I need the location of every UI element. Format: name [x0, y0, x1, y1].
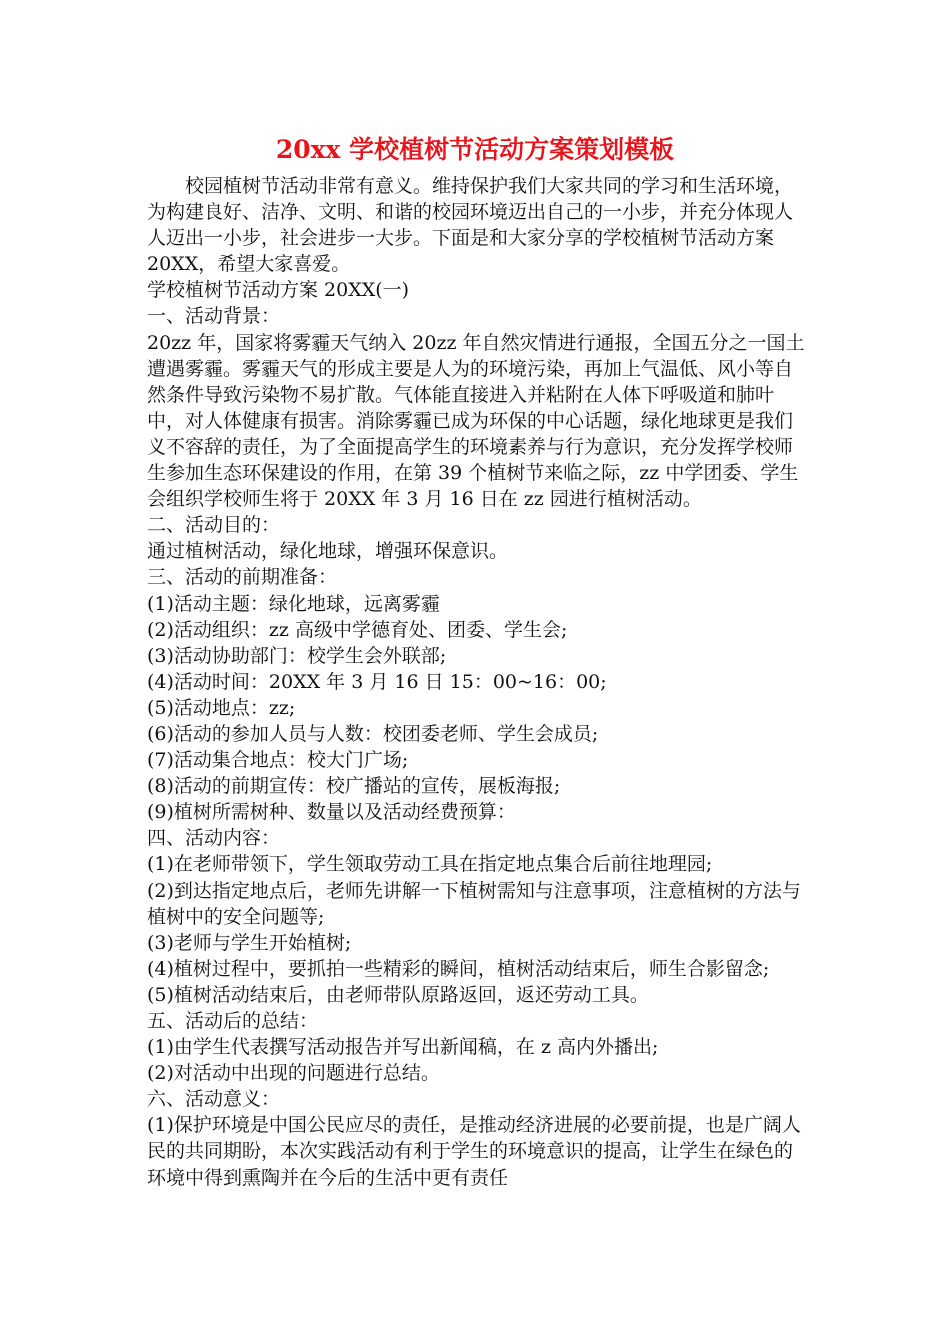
section-heading: 六、活动意义：: [147, 1088, 281, 1111]
paragraph: 通过植树活动，绿化地球，增强环保意识。: [147, 540, 509, 563]
section-significance: [147, 1086, 807, 1190]
section-heading: 五、活动后的总结：: [147, 1010, 319, 1032]
list-item: (2)对活动中出现的问题进行总结。: [147, 1062, 440, 1085]
section-heading: 一、活动背景：: [147, 305, 281, 328]
list-item: (2)到达指定地点后，老师先讲解一下植树需知与注意事项，注意植树的方法与植树中的安全问题等;: [147, 879, 801, 928]
list-item: (3)老师与学生开始植树;: [147, 931, 352, 954]
paragraph: 20zz 年，国家将雾霾天气纳入 20zz 年自然灾情进行通报，全国五分之一国土遭遇雾霾。雾霾天气的形成主要是人为的环境污染，再加上气温低、风小等自然条件导致污染物不易扩散。气体能直接进入并粘附在人体下呼吸道和肺叶中，对人体健康有损害。消除雾霾已成为环保的中心话题，绿化地球更是我们义不容辞的责任，为了全面提高学生的环境素养与行为意识，充分发挥学校师生参加生态环保建设的作用，在第 39 个植树节来临之际，zz 中学团委、学生会组织学校师生将于 20XX 年 3 月 16 日在 zz 园进行植树活动。: [147, 331, 805, 511]
document-body: [147, 173, 807, 1191]
document-title: 20xx 学校植树节活动方案策划模板: [275, 135, 675, 164]
plan-heading: 学校植树节活动方案 20XX(一): [147, 279, 410, 302]
list-item: (9)植树所需树种、数量以及活动经费预算：: [147, 801, 516, 824]
section-heading: 二、活动目的：: [147, 514, 281, 537]
list-item: (4)植树过程中，要抓拍一些精彩的瞬间，植树活动结束后，师生合影留念;: [147, 957, 770, 980]
list-item: (6)活动的参加人员与人数：校团委老师、学生会成员;: [147, 722, 599, 745]
list-item: (7)活动集合地点：校大门广场;: [147, 749, 409, 772]
list-item: (1)活动主题：绿化地球，远离雾霾: [147, 592, 440, 615]
list-item: (2)活动组织：zz 高级中学德育处、团委、学生会;: [147, 618, 568, 641]
list-item: (1)在老师带领下，学生领取劳动工具在指定地点集合后前往地理园;: [147, 853, 713, 876]
section-purpose: [147, 512, 807, 564]
list-item: (5)植树活动结束后，由老师带队原路返回，返还劳动工具。: [147, 983, 649, 1006]
section-background: [147, 303, 807, 512]
section-summary: [147, 1008, 807, 1086]
list-item: (1)由学生代表撰写活动报告并写出新闻稿，在 z 高内外播出;: [147, 1036, 659, 1059]
section-heading: 三、活动的前期准备：: [147, 566, 338, 589]
section-preparation: [147, 564, 807, 825]
list-item: (3)活动协助部门：校学生会外联部;: [147, 644, 447, 667]
list-item: (4)活动时间：20XX 年 3 月 16 日 15：00~16：00;: [147, 670, 607, 693]
section-heading: 四、活动内容：: [147, 827, 281, 850]
list-item: (1)保护环境是中国公民应尽的责任，是推动经济进展的必要前提，也是广阔人民的共同期盼，本次实践活动有利于学生的环境意识的提高，让学生在绿色的环境中得到熏陶并在今后的生活中更有责任: [147, 1114, 801, 1189]
section-content: [147, 825, 807, 1008]
intro-paragraph: 校园植树节活动非常有意义。维持保护我们大家共同的学习和生活环境，为构建良好、洁净、文明、和谐的校园环境迈出自己的一小步，并充分体现人人迈出一小步，社会进步一大步。下面是和大家分享的学校植树节活动方案 20XX，希望大家喜爱。: [147, 175, 794, 276]
list-item: (5)活动地点：zz;: [147, 696, 296, 719]
list-item: (8)活动的前期宣传：校广播站的宣传，展板海报;: [147, 775, 561, 798]
